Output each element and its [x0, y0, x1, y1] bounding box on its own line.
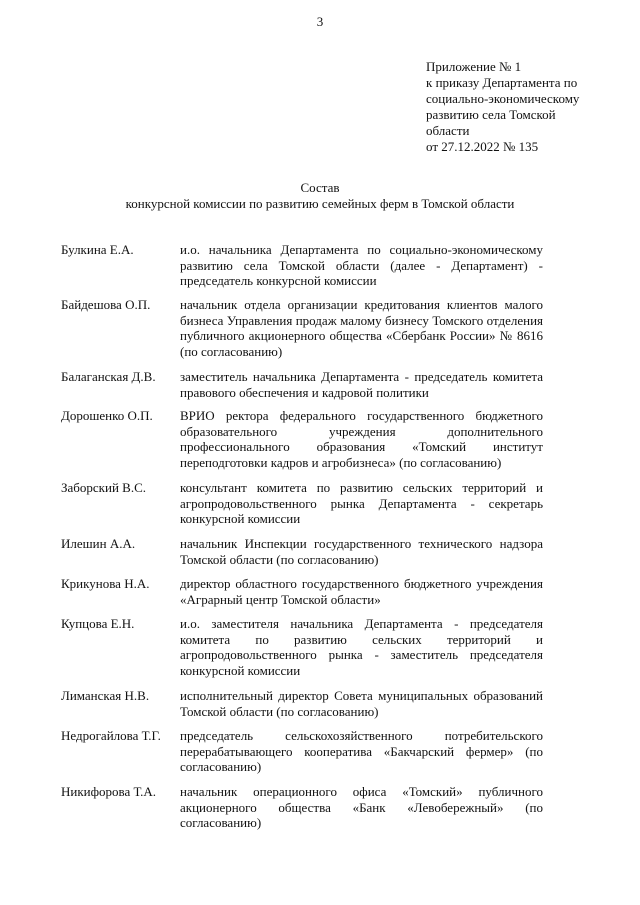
member-role: заместитель начальника Департамента - председатель комитета правового обеспечения и кадровой политики [180, 369, 543, 400]
member-name: Недрогайлова Т.Г. [61, 728, 161, 743]
member-role: начальник операционного офиса «Томский» публичного акционерного общества «Банк «Левобережный» (по согласованию) [180, 784, 543, 831]
member-role: начальник Инспекции государственного технического надзора Томской области (по согласованию) [180, 536, 543, 567]
annex-line: социально-экономическому [426, 91, 580, 106]
member-role: исполнительный директор Совета муниципальных образований Томской области (по согласованию) [180, 688, 543, 719]
heading-title: Состав [300, 180, 340, 195]
member-name: Дорошенко О.П. [61, 408, 153, 423]
annex-line: развитию села Томской [426, 107, 556, 122]
member-name: Илешин А.А. [61, 536, 136, 551]
annex-line: Приложение № 1 [426, 59, 522, 74]
annex-line: области [426, 123, 470, 138]
document-heading [0, 180, 640, 212]
member-role: председатель сельскохозяйственного потребительского перерабатывающего кооператива «Бакчарский фермер» (по согласованию) [180, 728, 543, 775]
page-number: 3 [316, 14, 324, 29]
member-name: Заборский В.С. [61, 480, 146, 495]
member-role: и.о. заместителя начальника Департамента - председателя комитета по развитию сельских территорий и агропродовольственного рынка - заместитель председателя конкурсной комиссии [180, 616, 543, 678]
member-name: Лиманская Н.В. [61, 688, 150, 703]
annex-block [426, 59, 601, 155]
member-name: Булкина Е.А. [61, 242, 134, 257]
annex-line: от 27.12.2022 № 135 [426, 139, 539, 154]
member-role: ВРИО ректора федерального государственного бюджетного образовательного учреждения дополнительного профессионального образования «Томский институт переподготовки кадров и агробизнеса» (по согласованию) [180, 408, 543, 470]
member-role: директор областного государственного бюджетного учреждения «Аграрный центр Томской области» [180, 576, 543, 607]
member-name: Никифорова Т.А. [61, 784, 157, 799]
member-name: Байдешова О.П. [61, 297, 151, 312]
member-name: Балаганская Д.В. [61, 369, 156, 384]
member-name: Купцова Е.Н. [61, 616, 135, 631]
member-role: и.о. начальника Департамента по социально-экономическому развитию села Томской области (далее - Департамент) - председатель конкурсной комиссии [180, 242, 543, 289]
member-role: начальник отдела организации кредитования клиентов малого бизнеса Управления продаж малому бизнесу Томского отделения публичного акционерного общества «Сбербанк России» № 8616 (по согласованию) [180, 297, 543, 359]
annex-line: к приказу Департамента по [426, 75, 578, 90]
member-role: консультант комитета по развитию сельских территорий и агропродовольственного рынка Департамента - секретарь конкурсной комиссии [180, 480, 543, 527]
member-name: Крикунова Н.А. [61, 576, 150, 591]
heading-subtitle: конкурсной комиссии по развитию семейных ферм в Томской области [125, 196, 515, 211]
